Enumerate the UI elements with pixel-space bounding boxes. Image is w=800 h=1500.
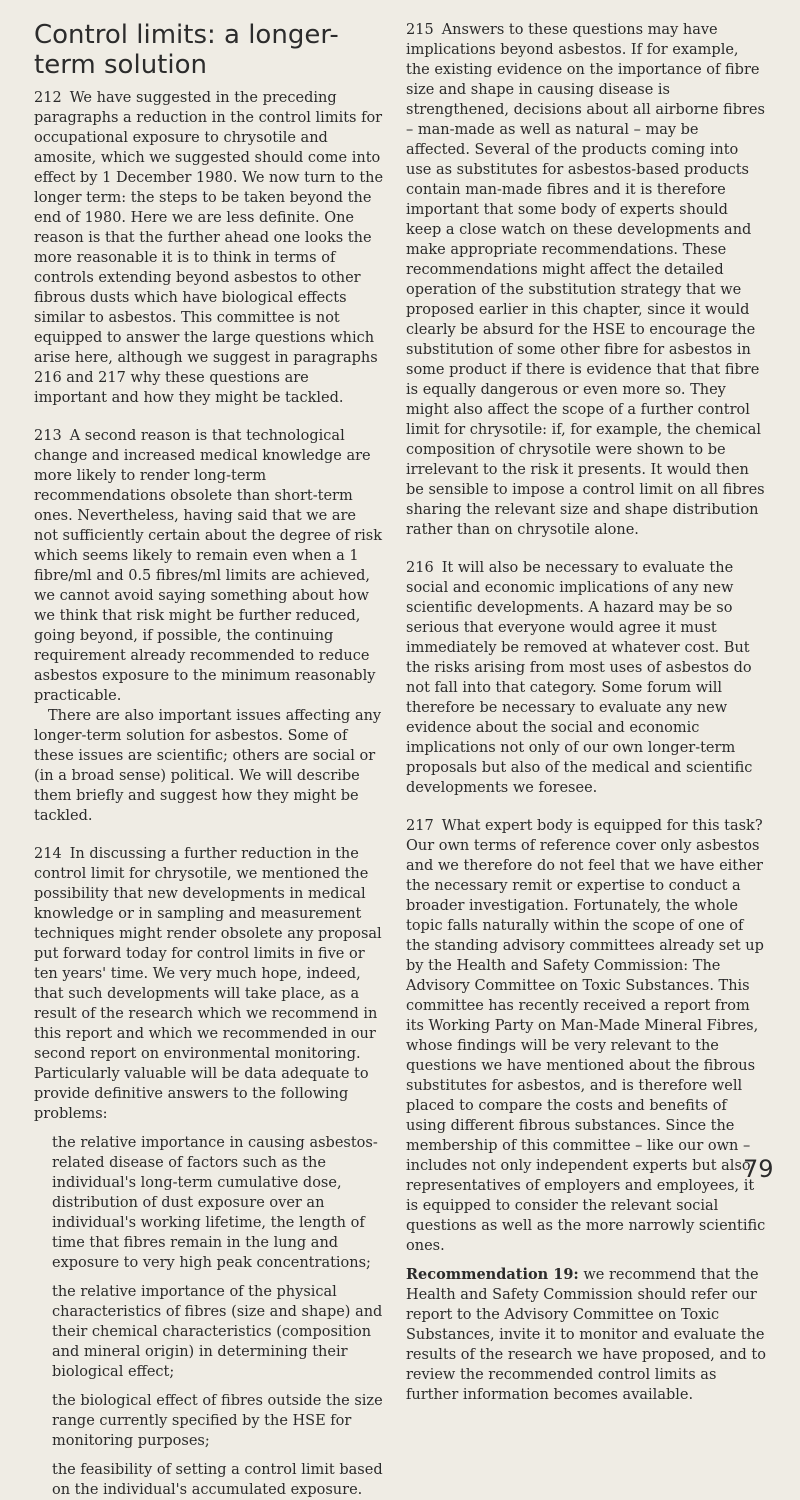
recommendation-19 — [406, 1265, 766, 1405]
paragraph-number: 216 — [406, 560, 434, 576]
paragraph-213 — [34, 426, 384, 706]
section-title: Control limits: a longer-term solution — [34, 20, 339, 80]
paragraph-number: 213 — [34, 428, 62, 444]
paragraph-number: 214 — [34, 846, 62, 862]
recommendation-label: Recommendation 19: — [406, 1266, 579, 1283]
problem-list — [34, 1133, 384, 1500]
paragraph-215 — [406, 20, 766, 540]
paragraph-text: We have suggested in the preceding paragraphs a reduction in the control limits for occupational exposure to chrysotile and amosite, which we suggested should come into effect by 1 December 1980. We now turn to the longer term: the steps to be taken beyond the end of 1980. Here we are less definite. One reason is that the further ahead one looks the more reasonable it is to think in terms of controls extending beyond asbestos to other fibrous dusts which have biological effects similar to asbestos. This committee is not equipped to answer the large questions which arise here, although we suggest in paragraphs 216 and 217 why these questions are important and how they might be tackled. — [34, 90, 384, 406]
paragraph-text: What expert body is equipped for this task? Our own terms of reference cover only asbestos and we therefore do not feel that we have either the necessary remit or expertise to conduct a broader investigation. Fortunately, the whole topic falls naturally within the scope of one of the standing advisory committees already set up by the Health and Safety Commission: The Advisory Committee on Toxic Substances. This committee has recently received a report from its Working Party on Man-Made Mineral Fibres, whose findings will be very relevant to the questions we have mentioned about the fibrous substitutes for asbestos, and is therefore well placed to compare the costs and benefits of using different fibrous substances. Since the membership of this committee – like our own – includes not only independent experts but also representatives of employers and employees, it is equipped to consider the relevant social questions as well as the more narrowly scientific ones. — [406, 818, 766, 1254]
paragraph-text: A second reason is that technological change and increased medical knowledge are more likely to render long-term recommendations obsolete than short-term ones. Nevertheless, having said that we are not sufficiently certain about the degree of risk which seems likely to remain even when a 1 fibre/ml and 0.5 fibres/ml limits are achieved, we cannot avoid saying something about how we think that risk might be further reduced, going beyond, if possible, the continuing requirement already recommended to reduce asbestos exposure to the minimum reasonably practicable. — [34, 428, 382, 704]
paragraph-213-continuation: There are also important issues affecting any longer-term solution for asbestos. Some of these issues are scientific; others are social or (in a broad sense) political. We will describe them briefly and suggest how they might be tackled. — [34, 708, 382, 824]
paragraph-text: It will also be necessary to evaluate the social and economic implications of any new scientific developments. A hazard may be so serious that everyone would agree it must immediately be removed at whatever cost. But the risks arising from most uses of asbestos do not fall into that category. Some forum will therefore be necessary to evaluate any new evidence about the social and economic implications not only of our own longer-term proposals but also of the medical and scientific developments we foresee. — [406, 560, 753, 796]
right-column — [406, 20, 766, 1405]
paragraph-216 — [406, 558, 766, 798]
list-item: the biological effect of fibres outside the size range currently specified by the HSE for monitoring purposes; — [52, 1393, 383, 1449]
paragraph-text: In discussing a further reduction in the control limit for chrysotile, we mentioned the possibility that new developments in medical knowledge or in sampling and measurement techniques might render obsolete any proposal put forward today for control limits in five or ten years' time. We very much hope, indeed, that such developments will take place, as a result of the research which we recommend in this report and which we recommended in our second report on environmental monitoring. Particularly valuable will be data adequate to provide definitive answers to the following problems: — [34, 846, 382, 1122]
paragraph-212 — [34, 88, 384, 408]
list-item: the relative importance of the physical characteristics of fibres (size and shape) and their chemical characteristics (composition and mineral origin) in determining their biological effect; — [52, 1284, 383, 1380]
paragraph-number: 212 — [34, 90, 62, 106]
paragraph-number: 217 — [406, 818, 434, 834]
list-item: the relative importance in causing asbestos-related disease of factors such as the individual's long-term cumulative dose, distribution of dust exposure over an individual's working lifetime, the length of time that fibres remain in the lung and exposure to very high peak concentrations; — [52, 1135, 378, 1271]
paragraph-number: 215 — [406, 22, 434, 38]
left-column — [34, 20, 384, 1500]
paragraph-217 — [406, 816, 766, 1256]
paragraph-214 — [34, 844, 384, 1124]
recommendation-text: we recommend that the Health and Safety Commission should refer our report to the Advisory Committee on Toxic Substances, invite it to monitor and evaluate the results of the research we have proposed, and to review the recommended control limits as further information becomes available. — [406, 1267, 766, 1403]
list-item: the feasibility of setting a control limit based on the individual's accumulated exposure. — [52, 1462, 383, 1498]
page-number: 79 — [743, 1155, 774, 1183]
paragraph-text: Answers to these questions may have implications beyond asbestos. If for example, the existing evidence on the importance of fibre size and shape in causing disease is strengthened, decisions about all airborne fibres – man-made as well as natural – may be affected. Several of the products coming into use as substitutes for asbestos-based products contain man-made fibres and it is therefore important that some body of experts should keep a close watch on these developments and make appropriate recommendations. These recommendations might affect the detailed operation of the substitution strategy that we proposed earlier in this chapter, since it would clearly be absurd for the HSE to encourage the substitution of some other fibre for asbestos in some product if there is evidence that that fibre is equally dangerous or even more so. They might also affect the scope of a further control limit for chrysotile: if, for example, the chemical composition of chrysotile were shown to be irrelevant to the risk it presents. It would then be sensible to impose a control limit on all fibres sharing the relevant size and shape distribution rather than on chrysotile alone. — [406, 22, 765, 538]
